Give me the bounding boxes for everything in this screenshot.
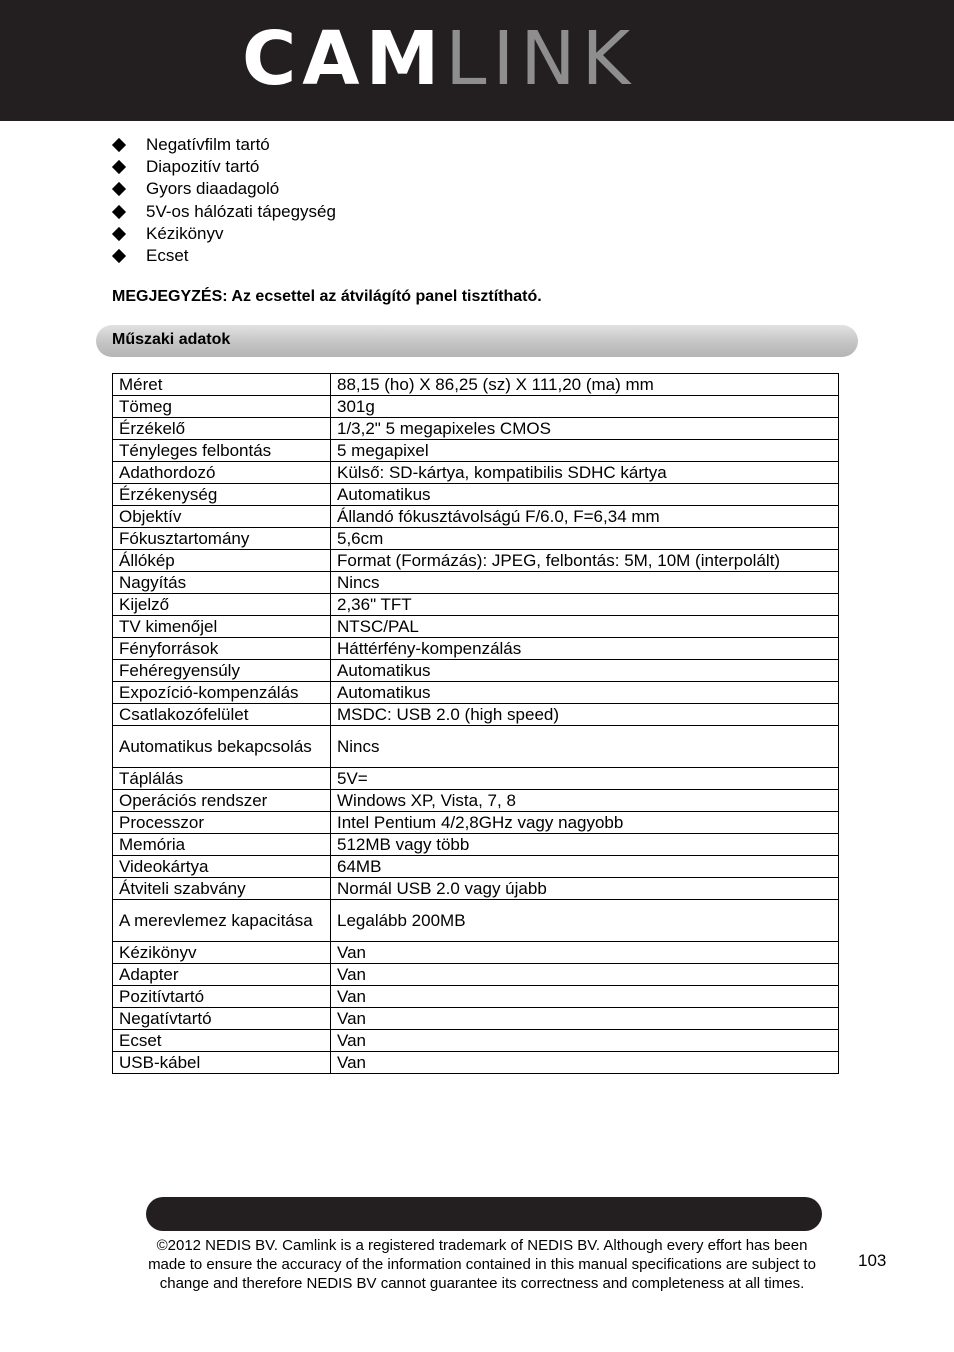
table-row — [113, 484, 839, 506]
spec-value: 88,15 (ho) X 86,25 (sz) X 111,20 (ma) mm — [331, 374, 839, 396]
spec-value: Van — [331, 964, 839, 986]
table-row — [113, 374, 839, 396]
list-item — [112, 245, 336, 267]
spec-label: Fókusztartomány — [113, 528, 331, 550]
spec-value: Format (Formázás): JPEG, felbontás: 5M, 10M (interpolált) — [331, 550, 839, 572]
table-row — [113, 900, 839, 942]
spec-label: Adathordozó — [113, 462, 331, 484]
table-row — [113, 594, 839, 616]
list-item-label: Ecset — [146, 245, 189, 265]
spec-value: 512MB vagy több — [331, 834, 839, 856]
spec-label: Kijelző — [113, 594, 331, 616]
spec-value: Legalább 200MB — [331, 900, 839, 942]
spec-value: 301g — [331, 396, 839, 418]
footer-line: made to ensure the accuracy of the information contained in this manual specifications are subject to — [148, 1256, 816, 1273]
table-row — [113, 550, 839, 572]
spec-label: Negatívtartó — [113, 1008, 331, 1030]
list-item-label: Kézikönyv — [146, 223, 224, 243]
list-item — [112, 156, 336, 178]
spec-value: 1/3,2" 5 megapixeles CMOS — [331, 418, 839, 440]
spec-value: Van — [331, 1052, 839, 1074]
list-item-label: Diapozitív tartó — [146, 157, 260, 177]
logo-link: LINK — [445, 16, 637, 102]
spec-label: Tényleges felbontás — [113, 440, 331, 462]
spec-label: Operációs rendszer — [113, 790, 331, 812]
table-row — [113, 726, 839, 768]
spec-value: 2,36" TFT — [331, 594, 839, 616]
table-row — [113, 682, 839, 704]
spec-value: Van — [331, 1030, 839, 1052]
table-row — [113, 1030, 839, 1052]
spec-value: Van — [331, 986, 839, 1008]
spec-label: Érzékelő — [113, 418, 331, 440]
page-number: 103 — [858, 1251, 887, 1270]
table-row — [113, 418, 839, 440]
spec-label: Automatikus bekapcsolás — [113, 726, 331, 768]
table-row — [113, 1008, 839, 1030]
spec-label: TV kimenőjel — [113, 616, 331, 638]
table-row — [113, 878, 839, 900]
table-row — [113, 856, 839, 878]
spec-label: USB-kábel — [113, 1052, 331, 1074]
spec-value: Automatikus — [331, 484, 839, 506]
list-item-label: Gyors diaadagoló — [146, 179, 280, 199]
spec-label: A merevlemez kapacitása — [113, 900, 331, 942]
spec-value: Háttérfény-kompenzálás — [331, 638, 839, 660]
diamond-bullet-icon — [112, 182, 126, 196]
list-item-label: 5V-os hálózati tápegység — [146, 201, 336, 221]
specs-table — [112, 373, 839, 1074]
spec-label: Processzor — [113, 812, 331, 834]
spec-label: Csatlakozófelület — [113, 704, 331, 726]
spec-value: Van — [331, 942, 839, 964]
table-row — [113, 440, 839, 462]
spec-label: Állókép — [113, 550, 331, 572]
list-item — [112, 134, 336, 156]
diamond-bullet-icon — [112, 227, 126, 241]
spec-label: Tömeg — [113, 396, 331, 418]
spec-value: MSDC: USB 2.0 (high speed) — [331, 704, 839, 726]
spec-label: Fényforrások — [113, 638, 331, 660]
table-row — [113, 942, 839, 964]
table-row — [113, 812, 839, 834]
spec-value: Nincs — [331, 726, 839, 768]
spec-value: Van — [331, 1008, 839, 1030]
footer-line: ©2012 NEDIS BV. Camlink is a registered trademark of NEDIS BV. Although every effort has been — [156, 1237, 808, 1254]
list-item — [112, 223, 336, 245]
spec-value: 64MB — [331, 856, 839, 878]
table-row — [113, 704, 839, 726]
spec-value: Normál USB 2.0 vagy újabb — [331, 878, 839, 900]
spec-value: Intel Pentium 4/2,8GHz vagy nagyobb — [331, 812, 839, 834]
header-banner — [0, 0, 954, 121]
table-row — [113, 964, 839, 986]
table-row — [113, 638, 839, 660]
camlink-logo — [242, 16, 637, 102]
list-item — [112, 201, 336, 223]
table-row — [113, 790, 839, 812]
footer-bar — [146, 1197, 822, 1231]
spec-value: 5 megapixel — [331, 440, 839, 462]
list-item-label: Negatívfilm tartó — [146, 135, 270, 154]
diamond-bullet-icon — [112, 160, 126, 174]
table-row — [113, 616, 839, 638]
spec-value: 5,6cm — [331, 528, 839, 550]
spec-value: Külső: SD-kártya, kompatibilis SDHC kártya — [331, 462, 839, 484]
section-header — [96, 325, 858, 357]
table-row — [113, 834, 839, 856]
table-row — [113, 396, 839, 418]
diamond-bullet-icon — [112, 249, 126, 263]
table-row — [113, 1052, 839, 1074]
spec-label: Videokártya — [113, 856, 331, 878]
note-text: MEGJEGYZÉS: Az ecsettel az átvilágító panel tisztítható. — [112, 288, 542, 305]
spec-label: Objektív — [113, 506, 331, 528]
spec-label: Nagyítás — [113, 572, 331, 594]
spec-value: Állandó fókusztávolságú F/6.0, F=6,34 mm — [331, 506, 839, 528]
footer-line: change and therefore NEDIS BV cannot guarantee its correctness and completeness at all times. — [159, 1275, 805, 1292]
section-title: Műszaki adatok — [112, 331, 231, 348]
spec-label: Fehéregyensúly — [113, 660, 331, 682]
spec-label: Érzékenység — [113, 484, 331, 506]
spec-label: Adapter — [113, 964, 331, 986]
spec-label: Méret — [113, 374, 331, 396]
table-row — [113, 572, 839, 594]
spec-label: Ecset — [113, 1030, 331, 1052]
footer-copyright — [118, 1236, 846, 1293]
table-row — [113, 660, 839, 682]
spec-value: NTSC/PAL — [331, 616, 839, 638]
spec-value: Windows XP, Vista, 7, 8 — [331, 790, 839, 812]
spec-value: Automatikus — [331, 660, 839, 682]
bullet-list — [112, 134, 336, 267]
spec-value: Automatikus — [331, 682, 839, 704]
table-row — [113, 768, 839, 790]
spec-value: Nincs — [331, 572, 839, 594]
diamond-bullet-icon — [112, 138, 126, 152]
spec-label: Expozíció-kompenzálás — [113, 682, 331, 704]
table-row — [113, 986, 839, 1008]
spec-label: Pozitívtartó — [113, 986, 331, 1008]
spec-label: Memória — [113, 834, 331, 856]
list-item — [112, 178, 336, 200]
spec-value: 5V= — [331, 768, 839, 790]
spec-label: Átviteli szabvány — [113, 878, 331, 900]
specs-table-body — [113, 374, 839, 1074]
table-row — [113, 506, 839, 528]
spec-label: Kézikönyv — [113, 942, 331, 964]
diamond-bullet-icon — [112, 204, 126, 218]
spec-label: Táplálás — [113, 768, 331, 790]
logo-cam: CAM — [242, 16, 446, 102]
table-row — [113, 462, 839, 484]
table-row — [113, 528, 839, 550]
